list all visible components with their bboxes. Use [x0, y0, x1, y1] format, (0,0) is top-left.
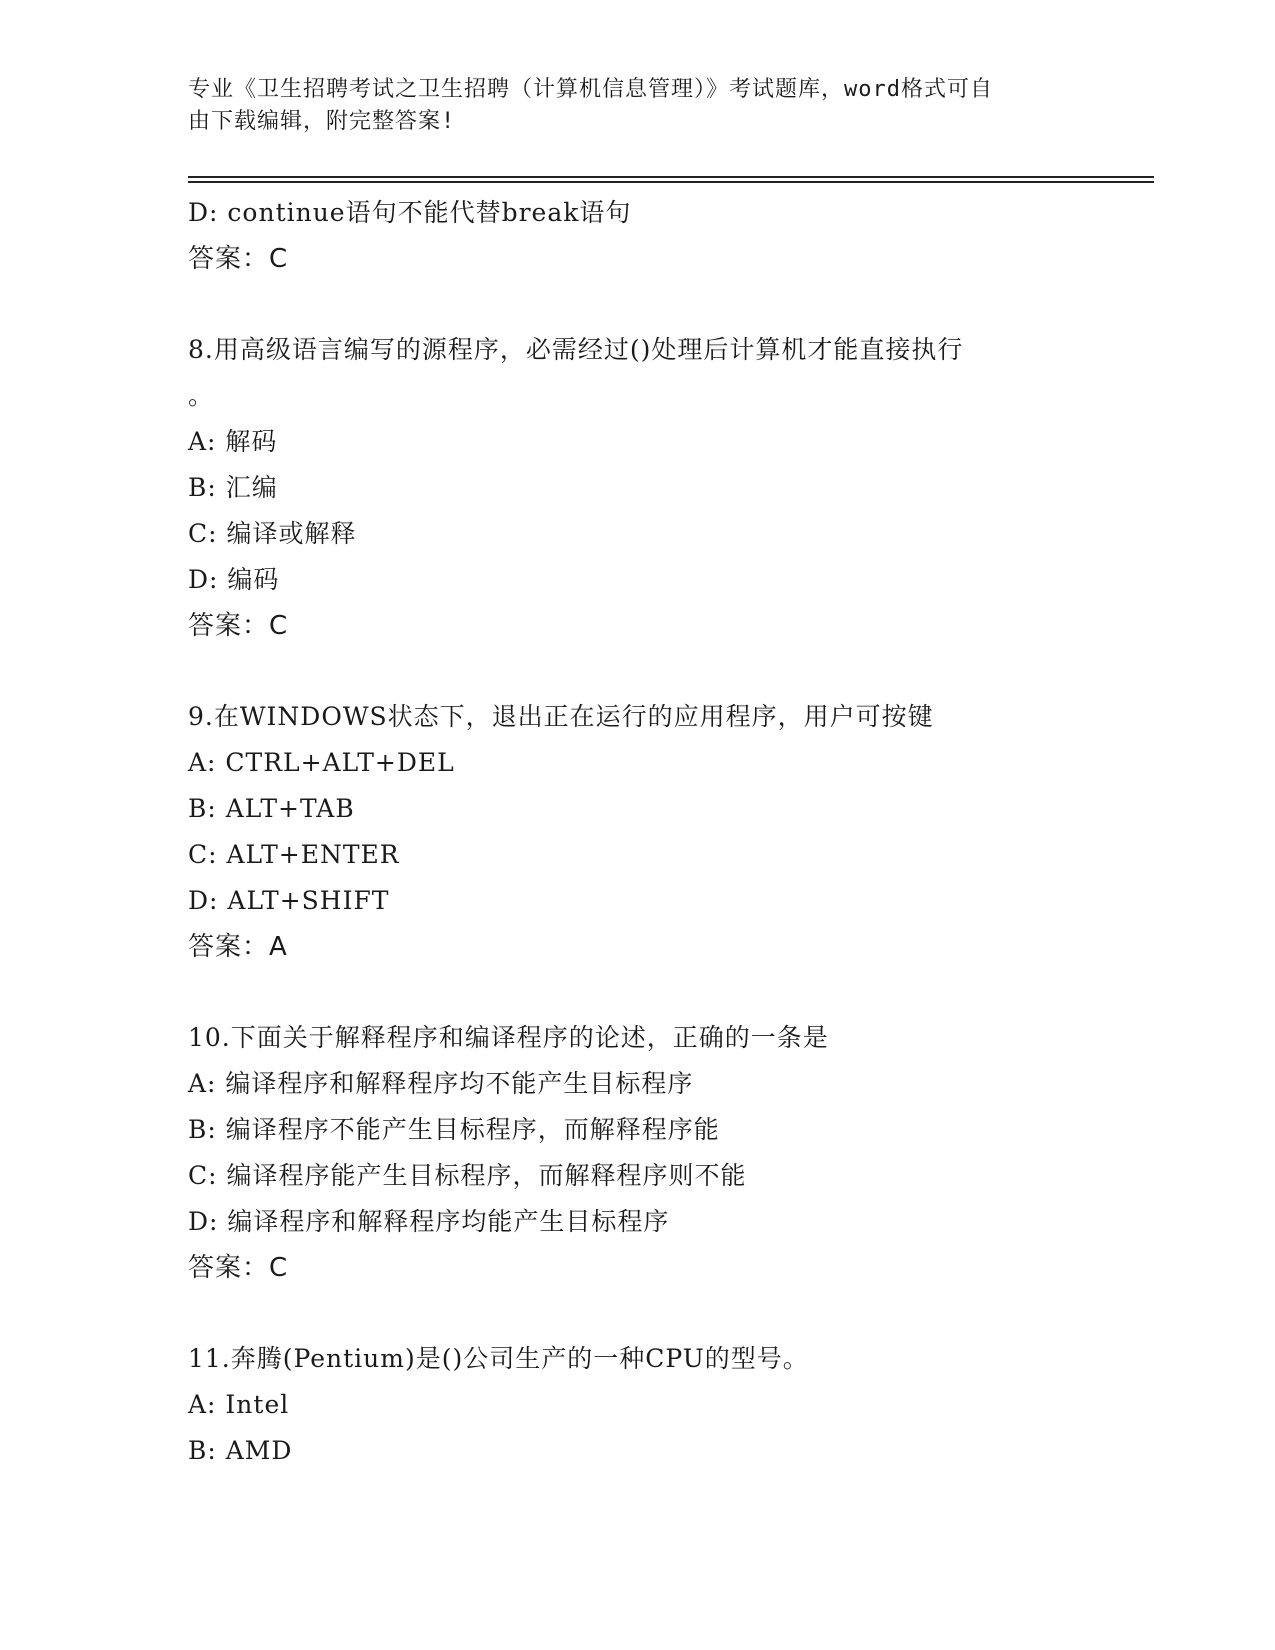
- question-10-block: [188, 1015, 1088, 1291]
- q10-option-a: A: 编译程序和解释程序均不能产生目标程序: [188, 1069, 694, 1098]
- q8-answer: 答案：C: [188, 611, 289, 641]
- q9-option-d: D: ALT+SHIFT: [188, 886, 390, 915]
- q10-question: 10.下面关于解释程序和编译程序的论述，正确的一条是: [188, 1023, 829, 1052]
- header-divider-bottom: [188, 181, 1154, 183]
- q8-option-c: C: 编译或解释: [188, 519, 357, 548]
- q8-question-cont: 。: [188, 381, 215, 410]
- q9-option-a: A: CTRL+ALT+DEL: [188, 748, 455, 777]
- q11-option-a: A: Intel: [188, 1390, 290, 1419]
- q10-answer: 答案：C: [188, 1253, 289, 1283]
- q8-question: 8.用高级语言编写的源程序，必需经过()处理后计算机才能直接执行: [188, 335, 964, 364]
- q10-option-c: C: 编译程序能产生目标程序，而解释程序则不能: [188, 1161, 747, 1190]
- q11-option-b: B: AMD: [188, 1436, 293, 1465]
- q10-option-d: D: 编译程序和解释程序均能产生目标程序: [188, 1207, 670, 1236]
- header-line-2: 由下载编辑，附完整答案!: [188, 109, 456, 134]
- spacer: [188, 1291, 1088, 1336]
- header-line-1: 专业《卫生招聘考试之卫生招聘（计算机信息管理）》考试题库，word格式可自: [188, 77, 993, 102]
- q9-option-c: C: ALT+ENTER: [188, 840, 400, 869]
- document-header: [188, 74, 1068, 138]
- q7-option-d: D: continue语句不能代替break语句: [188, 198, 632, 227]
- q7-answer: 答案：C: [188, 244, 289, 274]
- spacer: [188, 970, 1088, 1015]
- q9-answer: 答案：A: [188, 932, 288, 962]
- question-11-block: [188, 1336, 1088, 1474]
- question-8-block: [188, 327, 1088, 649]
- q9-question: 9.在WINDOWS状态下，退出正在运行的应用程序，用户可按键: [188, 702, 934, 731]
- question-9-block: [188, 694, 1088, 970]
- q8-option-d: D: 编码: [188, 565, 280, 594]
- q9-option-b: B: ALT+TAB: [188, 794, 355, 823]
- spacer: [188, 649, 1088, 694]
- spacer: [188, 282, 1088, 327]
- question-list: [188, 190, 1088, 1474]
- q10-option-b: B: 编译程序不能产生目标程序，而解释程序能: [188, 1115, 720, 1144]
- question-7-block: [188, 190, 1088, 282]
- q8-option-a: A: 解码: [188, 427, 278, 456]
- q11-question: 11.奔腾(Pentium)是()公司生产的一种CPU的型号。: [188, 1344, 809, 1373]
- header-divider-top: [188, 176, 1154, 178]
- q8-option-b: B: 汇编: [188, 473, 278, 502]
